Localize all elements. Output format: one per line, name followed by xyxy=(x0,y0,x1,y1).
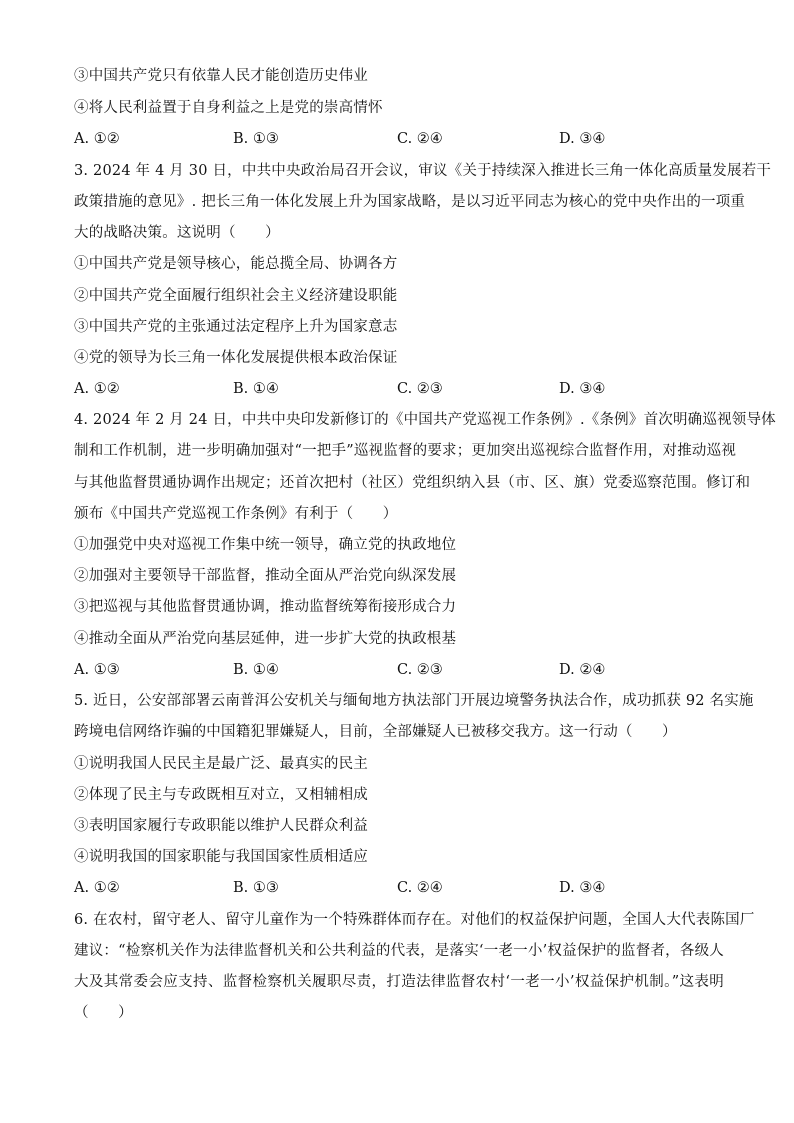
q4-stem-line-4: 颁布《中国共产党巡视工作条例》有利于（ ） xyxy=(74,506,398,522)
q2-option-a[interactable]: A. ①② xyxy=(74,131,120,147)
q6-stem-line-3: 大及其常委会应支持、监督检察机关履职尽责，打造法律监督农村‘一老一小’权益保护机制。”这表明 xyxy=(74,974,724,990)
q5-option-c[interactable]: C. ②④ xyxy=(397,880,443,896)
q5-item-2: ②体现了民主与专政既相互对立，又相辅相成 xyxy=(74,787,368,803)
q3-stem-line-1: 3. 2024 年 4 月 30 日，中共中央政治局召开会议，审议《关于持续深入推进长三角一体化高质量发展若干 xyxy=(74,163,772,179)
q3-item-4: ④党的领导为长三角一体化发展提供根本政治保证 xyxy=(74,350,398,366)
q2-options xyxy=(74,129,724,149)
q5-item-1: ①说明我国人民民主是最广泛、最真实的民主 xyxy=(74,756,368,772)
q3-item-1: ①中国共产党是领导核心，能总揽全局、协调各方 xyxy=(74,256,398,272)
q4-option-b[interactable]: B. ①④ xyxy=(233,662,279,678)
q3-options xyxy=(74,379,724,399)
q3-stem-line-3: 大的战略决策。这说明（ ） xyxy=(74,225,280,241)
q5-option-b[interactable]: B. ①③ xyxy=(233,880,279,896)
q5-option-d[interactable]: D. ③④ xyxy=(559,880,606,896)
q4-stem-line-1: 4. 2024 年 2 月 24 日，中共中央印发新修订的《中国共产党巡视工作条例》.《条例》首次明确巡视领导体 xyxy=(74,412,776,428)
q5-item-4: ④说明我国的国家职能与我国国家性质相适应 xyxy=(74,849,368,865)
q3-item-3: ③中国共产党的主张通过法定程序上升为国家意志 xyxy=(74,319,398,335)
q3-option-a[interactable]: A. ①② xyxy=(74,381,120,397)
q4-option-a[interactable]: A. ①③ xyxy=(74,662,120,678)
q5-options xyxy=(74,878,724,898)
q5-option-a[interactable]: A. ①② xyxy=(74,880,120,896)
q6-stem-line-1: 6. 在农村，留守老人、留守儿童作为一个特殊群体而存在。对他们的权益保护问题，全国人大代表陈国厂 xyxy=(74,912,755,928)
q3-option-b[interactable]: B. ①④ xyxy=(233,381,279,397)
q4-item-2: ②加强对主要领导干部监督，推动全面从严治党向纵深发展 xyxy=(74,568,457,584)
q4-option-d[interactable]: D. ②④ xyxy=(559,662,606,678)
q5-stem-line-2: 跨境电信网络诈骗的中国籍犯罪嫌疑人，目前，全部嫌疑人已被移交我方。这一行动（ ） xyxy=(74,724,677,740)
q2-option-b[interactable]: B. ①③ xyxy=(233,131,279,147)
q2-item-3: ③中国共产党只有依靠人民才能创造历史伟业 xyxy=(74,68,368,84)
q2-item-4: ④将人民利益置于自身利益之上是党的崇高情怀 xyxy=(74,100,383,116)
q5-item-3: ③表明国家履行专政职能以维护人民群众利益 xyxy=(74,818,368,834)
q5-stem-line-1: 5. 近日，公安部部署云南普洱公安机关与缅甸地方执法部门开展边境警务执法合作，成功抓获 92 名实施 xyxy=(74,693,754,709)
q3-option-d[interactable]: D. ③④ xyxy=(559,381,606,397)
q2-option-d[interactable]: D. ③④ xyxy=(559,131,606,147)
q4-options xyxy=(74,660,724,680)
q4-stem-line-3: 与其他监督贯通协调作出规定；还首次把村（社区）党组织纳入县（市、区、旗）党委巡察范围。修订和 xyxy=(74,475,751,491)
q4-item-1: ①加强党中央对巡视工作集中统一领导，确立党的执政地位 xyxy=(74,537,457,553)
q4-item-4: ④推动全面从严治党向基层延伸，进一步扩大党的执政根基 xyxy=(74,631,457,647)
q4-stem-line-2: 制和工作机制，进一步明确加强对“一把手”巡视监督的要求；更加突出巡视综合监督作用，对推动巡视 xyxy=(74,443,737,459)
q4-item-3: ③把巡视与其他监督贯通协调，推动监督统筹衔接形成合力 xyxy=(74,599,457,615)
q6-stem-line-4: （ ） xyxy=(74,1005,133,1021)
q2-option-c[interactable]: C. ②④ xyxy=(397,131,443,147)
q3-item-2: ②中国共产党全面履行组织社会主义经济建设职能 xyxy=(74,288,398,304)
q4-option-c[interactable]: C. ②③ xyxy=(397,662,443,678)
q6-stem-line-2: 建议：“检察机关作为法律监督机关和公共利益的代表，是落实‘一老一小’权益保护的监督者，各级人 xyxy=(74,943,724,959)
q3-stem-line-2: 政策措施的意见》. 把长三角一体化发展上升为国家战略，是以习近平同志为核心的党中央作出的一项重 xyxy=(74,194,746,210)
q3-option-c[interactable]: C. ②③ xyxy=(397,381,443,397)
